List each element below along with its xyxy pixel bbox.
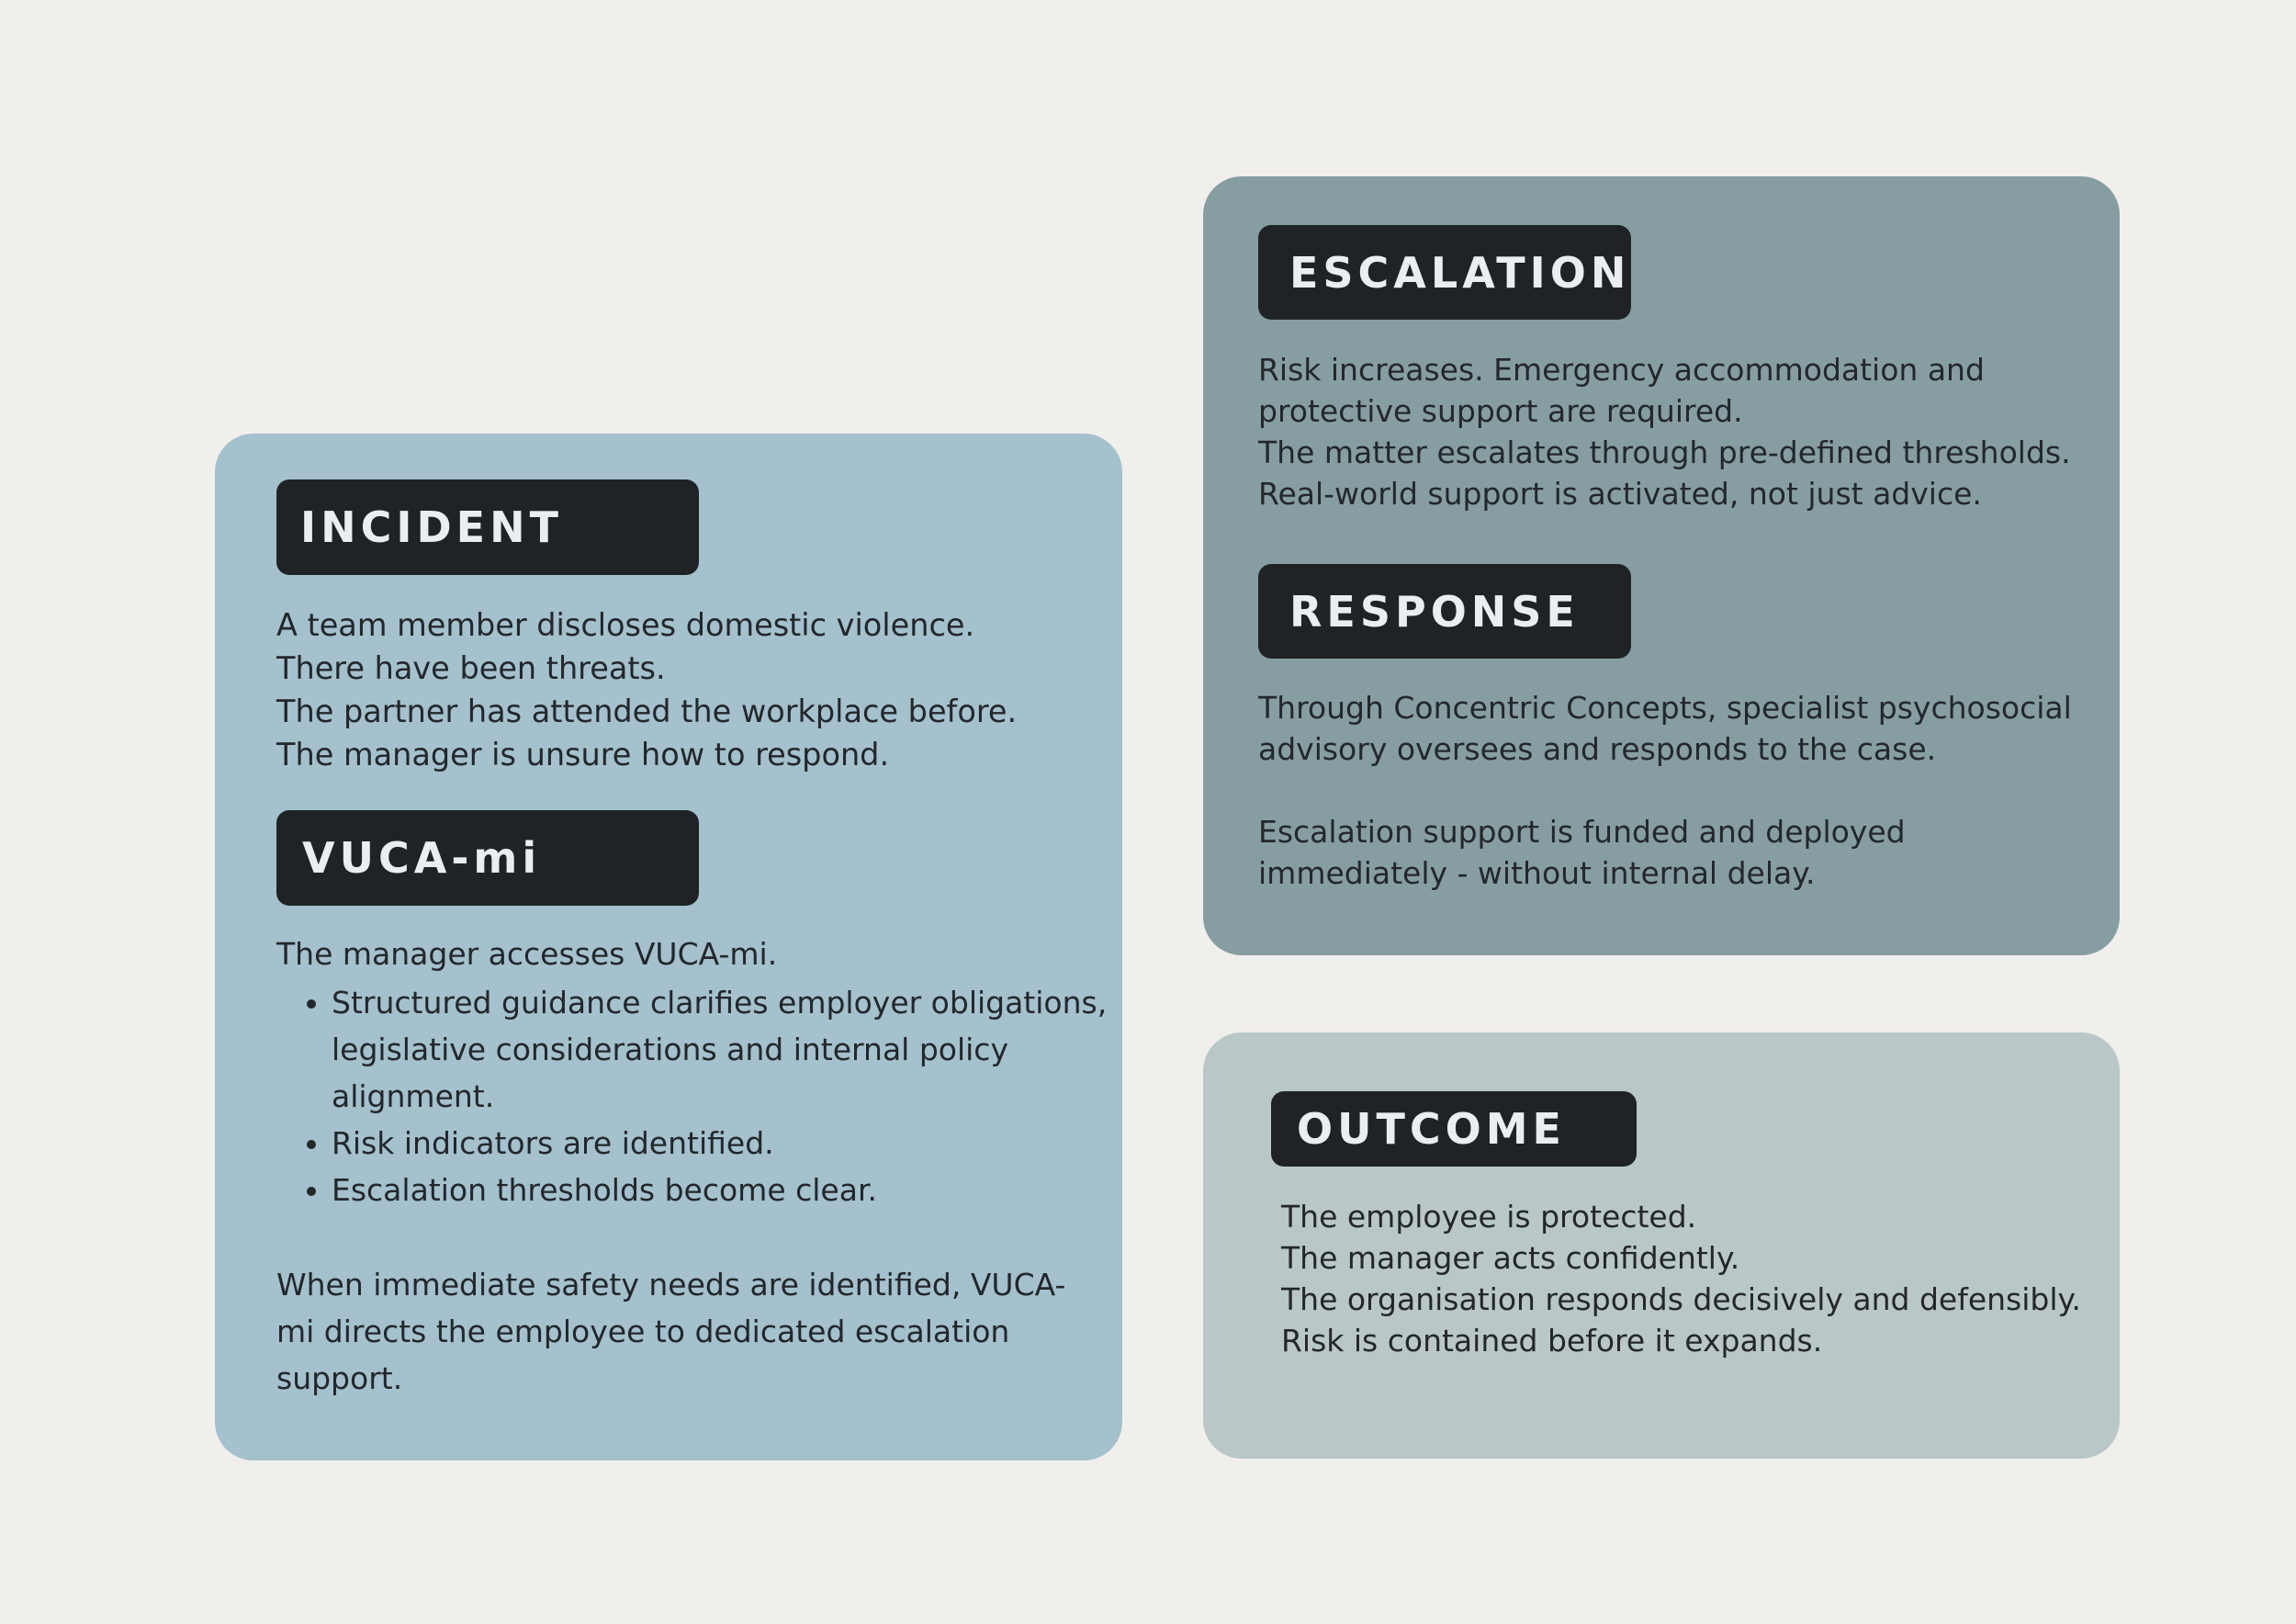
vucami-tag bbox=[276, 810, 699, 906]
list-item: • Risk indicators are identified. bbox=[332, 1120, 1140, 1167]
response-description: Through Concentric Concepts, specialist psychosocial advisory oversees and responds to the case. Escalation support is funded and deployed immediately - without internal delay. bbox=[1258, 690, 2072, 891]
response-tag bbox=[1258, 564, 1631, 659]
incident-tag bbox=[276, 479, 699, 575]
vucami-title: VUCA-mi bbox=[302, 833, 542, 883]
incident-description: A team member discloses domestic violence. There have been threats. The partner has attended the workplace before. The manager is unsure how to respond. bbox=[276, 607, 1018, 773]
vucami-closing: When immediate safety needs are identified, VUCA-mi directs the employee to dedicated escalation support. bbox=[276, 1267, 1066, 1396]
vucami-intro: The manager accesses VUCA-mi. bbox=[276, 936, 778, 972]
outcome-description: The employee is protected. The manager acts confidently. The organisation responds decisively and defensibly. Risk is contained before it expands. bbox=[1281, 1199, 2081, 1359]
incident-title: INCIDENT bbox=[300, 502, 563, 552]
outcome-title: OUTCOME bbox=[1297, 1104, 1566, 1154]
vucami-bullet-list bbox=[276, 979, 1140, 1213]
escalation-tag bbox=[1258, 225, 1631, 320]
response-title: RESPONSE bbox=[1289, 586, 1580, 637]
outcome-tag bbox=[1271, 1091, 1637, 1167]
escalation-description: Risk increases. Emergency accommodation and protective support are required. The matter escalates through pre-defined thresholds. Real-world support is activated, not just advice. bbox=[1258, 352, 2071, 512]
list-item: • Escalation thresholds become clear. bbox=[332, 1167, 1140, 1213]
escalation-title: ESCALATION bbox=[1289, 247, 1631, 298]
list-item: • Structured guidance clarifies employer obligations, legislative considerations and internal policy alignment. bbox=[332, 979, 1140, 1120]
